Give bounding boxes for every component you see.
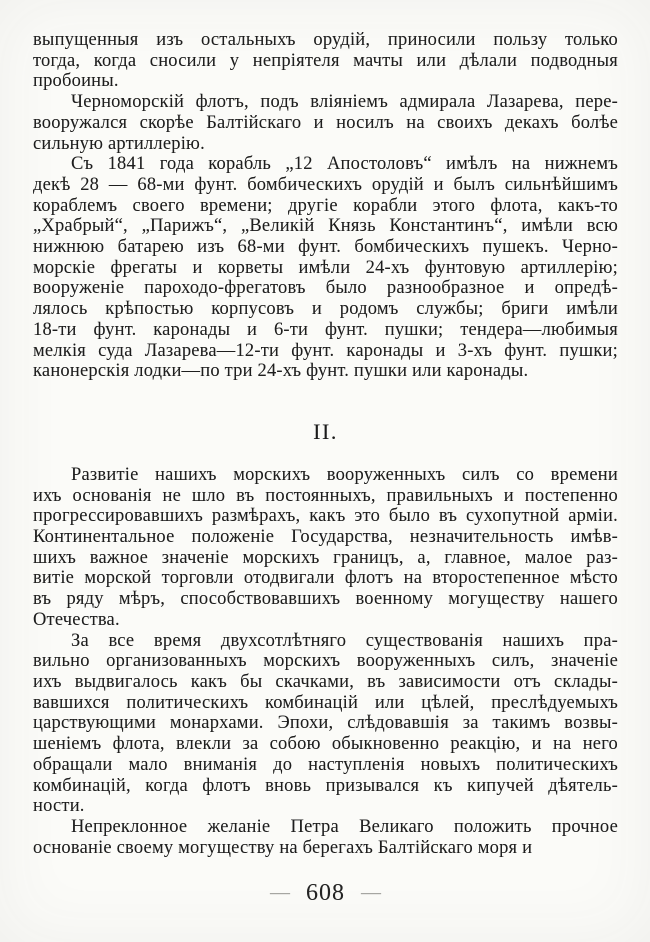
text-line: обращали мало вниманія до наступленія новыхъ политическихъ [33,754,618,775]
text-line: въ ряду мѣръ, способствовавшихъ военному могуществу нашего [33,589,618,610]
text-line: Континентальное положеніе Государства, незначительность имѣв- [33,527,618,548]
text-line: вооруженіе пароходо-фрегатовъ было разнообразное и опредѣ- [33,278,618,299]
text-line: канонерскія лодки—по три 24-хъ фунт. пушки или каронады. [33,361,529,382]
text-line: нижнюю батарею изъ 68-ми фунт. бомбическихъ пушекъ. Черно- [33,237,618,258]
text-line: витіе морской торговли отодвигали флотъ на второстепенное мѣсто [33,568,618,589]
para-fleet-development [33,465,618,631]
text-line: пробоины. [33,71,119,92]
text-line: морскіе фрегаты и корветы имѣли 24-хъ фунтовую артиллерію; [33,257,618,278]
text-line: комбинацій, когда флотъ вновь призывался къ кипучей дѣятель- [33,775,618,796]
text-line: шеніемъ флота, влекли за собою обыкновенно реакцію, и на него [33,734,618,755]
footer-left-dash: — [270,884,290,901]
text-line: мелкія суда Лазарева—12-ти фунт. каронады и 3-хъ фунт. пушки; [33,340,618,361]
text-line: Черноморскій флотъ, подъ вліяніемъ адмирала Лазарева, пере- [71,92,618,113]
text-line: кораблемъ своего времени; другіе корабли этого флота, какъ-то [33,195,618,216]
text-line: ихъ выдвигалось какъ бы скачками, въ зависимости отъ склады- [33,671,618,692]
para-two-centuries-navy [33,631,618,817]
text-line: Развитіе нашихъ морскихъ вооруженныхъ силъ со времени [71,464,618,485]
text-line: прогрессировавшихъ размѣрахъ, какъ это было въ сухопутной арміи. [33,506,618,527]
text-line: сильную артиллерію. [33,133,205,154]
para-black-sea-fleet [33,92,618,154]
text-line: вавшихся политическихъ комбинацій или цѣлей, преслѣдуемыхъ [33,692,618,713]
text-line: вооружался скорѣе Балтійскаго и носилъ на своихъ декахъ болѣе [33,112,618,133]
para-12-apostolov-armament [33,154,618,382]
text-line: ности. [33,796,85,817]
text-line: основаніе своему могуществу на берегахъ Балтійскаго моря и [33,837,533,858]
page-number: 608 [306,880,345,906]
text-line: выпущенныя изъ остальныхъ орудій, приносили пользу только [33,30,618,50]
section-heading: II. [313,418,338,444]
text-line: Непреклонное желаніе Петра Великаго положить прочное [71,816,618,837]
text-line: За все время двухсотлѣтняго существованія нашихъ пра- [71,630,618,651]
para-peter-the-great [33,817,618,858]
text-line: вильно организованныхъ морскихъ вооруженныхъ силъ, значеніе [33,651,618,672]
para-gun-effect-continuation [33,30,618,92]
text-line: декѣ 28 — 68-ми фунт. бомбическихъ орудій и былъ сильнѣйшимъ [33,174,618,195]
text-line: лялось крѣпостью корпусовъ и родомъ службы; бриги имѣли [33,299,618,320]
text-line: царствующими монархами. Эпохи, слѣдовавшія за такимъ возвы- [33,713,618,734]
text-line: „Храбрый“, „Парижъ“, „Великій Князь Константинъ“, имѣли всю [33,216,618,237]
text-line: ихъ основанія не шло въ постоянныхъ, правильныхъ и постепенно [33,485,618,506]
text-line: 18-ти фунт. каронады и 6-ти фунт. пушки; тендера—любимыя [33,319,618,340]
text-line: шихъ важное значеніе морскихъ границъ, а, главное, малое раз- [33,547,618,568]
text-line: Отечества. [33,609,120,630]
text-line: Съ 1841 года корабль „12 Апостоловъ“ имѣлъ на нижнемъ [71,154,618,175]
footer-right-dash: — [361,884,381,901]
page-body [33,30,618,858]
page-footer [33,879,618,907]
text-line: тогда, когда сносили у непріятеля мачты или дѣлали подводныя [33,50,618,71]
